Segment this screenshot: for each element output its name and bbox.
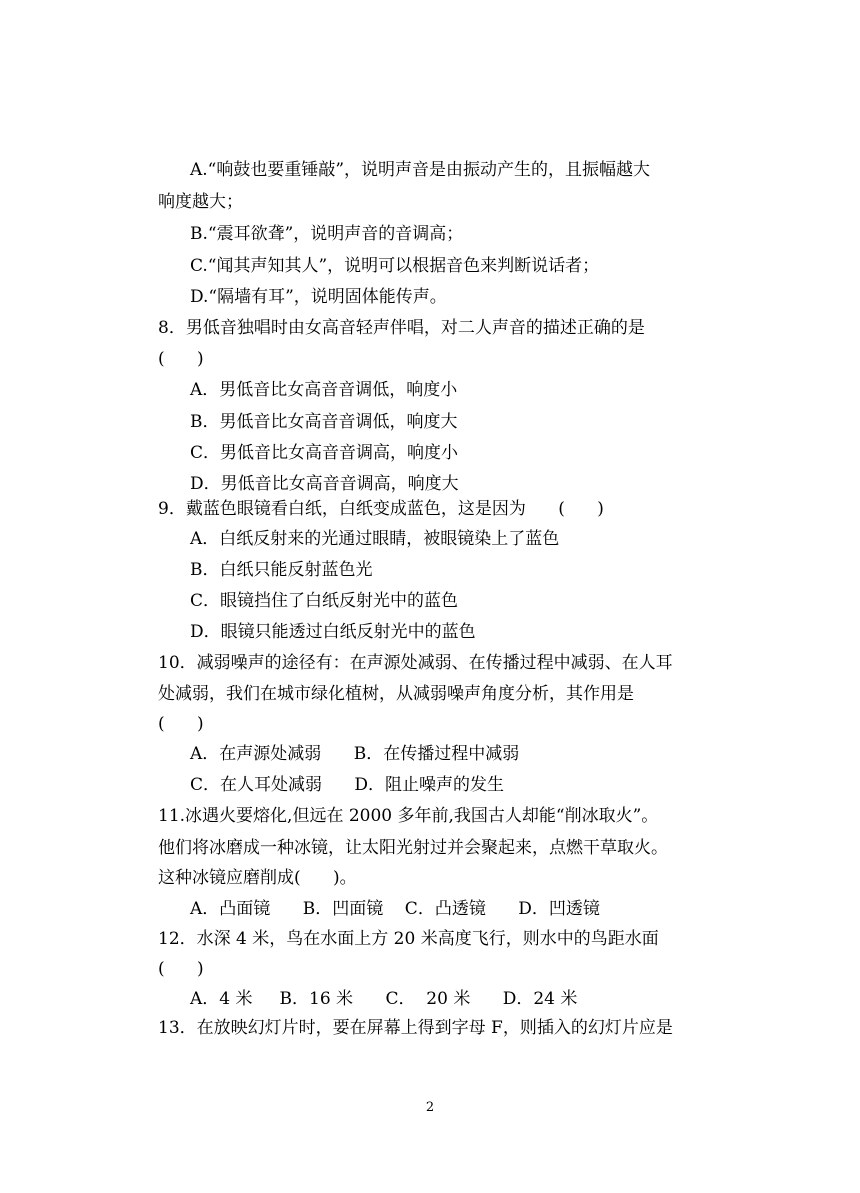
q12-options: A．4 米 B．16 米 C． 20 米 D．24 米 (190, 989, 578, 1009)
q11-options: A．凸面镜 B．凹面镜 C．凸透镜 D．凹透镜 (190, 899, 600, 919)
q7-option-b: B.“震耳欲聋”，说明声音的音调高； (190, 224, 464, 244)
q9-stem: 9．戴蓝色眼镜看白纸，白纸变成蓝色，这是因为 ( ) (158, 499, 604, 519)
q7-option-c: C.“闻其声知其人”，说明可以根据音色来判断说话者； (190, 256, 600, 276)
q11-stem-line2: 他们将冰磨成一种冰镜，让太阳光射过并会聚起来，点燃干草取火。 (158, 838, 668, 858)
q10-stem-line2: 处减弱，我们在城市绿化植树，从减弱噪声角度分析，其作用是 (158, 684, 634, 704)
q10-options-line1: A．在声源处减弱 B．在传播过程中减弱 (190, 744, 520, 764)
q8-stem-line2: ( ) (158, 349, 204, 369)
q8-option-a: A．男低音比女高音音调低，响度小 (190, 380, 458, 400)
q8-option-d: D．男低音比女高音音调高，响度大 (190, 474, 459, 494)
q10-options-line2: C．在人耳处减弱 D．阻止噪声的发生 (190, 775, 505, 795)
q7-option-a-line2: 响度越大； (158, 192, 243, 212)
q8-option-c: C．男低音比女高音音调高，响度小 (190, 443, 459, 463)
q9-option-d: D．眼镜只能透过白纸反射光中的蓝色 (190, 622, 476, 642)
q11-stem-line1: 11.冰遇火要熔化,但远在 2000 多年前,我国古人却能“削冰取火”。 (158, 806, 659, 826)
q9-option-b: B．白纸只能反射蓝色光 (190, 560, 373, 580)
q12-stem-line2: ( ) (158, 959, 204, 979)
q9-option-a: A．白纸反射来的光通过眼睛，被眼镜染上了蓝色 (190, 529, 560, 549)
page-number: 2 (425, 1100, 435, 1115)
q9-option-c: C．眼镜挡住了白纸反射光中的蓝色 (190, 591, 459, 611)
q10-stem-line1: 10．减弱噪声的途径有：在声源处减弱、在传播过程中减弱、在人耳 (158, 653, 673, 673)
q11-stem-line3: 这种冰镜应磨削成( )。 (158, 868, 357, 888)
q12-stem-line1: 12．水深 4 米，鸟在水面上方 20 米高度飞行，则水中的鸟距水面 (158, 929, 659, 949)
q7-option-a-line1: A.“响鼓也要重锤敲”，说明声音是由振动产生的，且振幅越大 (190, 160, 651, 180)
q13-stem-line1: 13．在放映幻灯片时，要在屏幕上得到字母 F，则插入的幻灯片应是 (158, 1018, 673, 1038)
q8-stem-line1: 8．男低音独唱时由女高音轻声伴唱，对二人声音的描述正确的是 (158, 318, 645, 338)
q8-option-b: B．男低音比女高音音调低，响度大 (190, 412, 458, 432)
q7-option-d: D.“隔墙有耳”，说明固体能传声。 (190, 287, 447, 307)
q10-stem-line3: ( ) (158, 714, 204, 734)
